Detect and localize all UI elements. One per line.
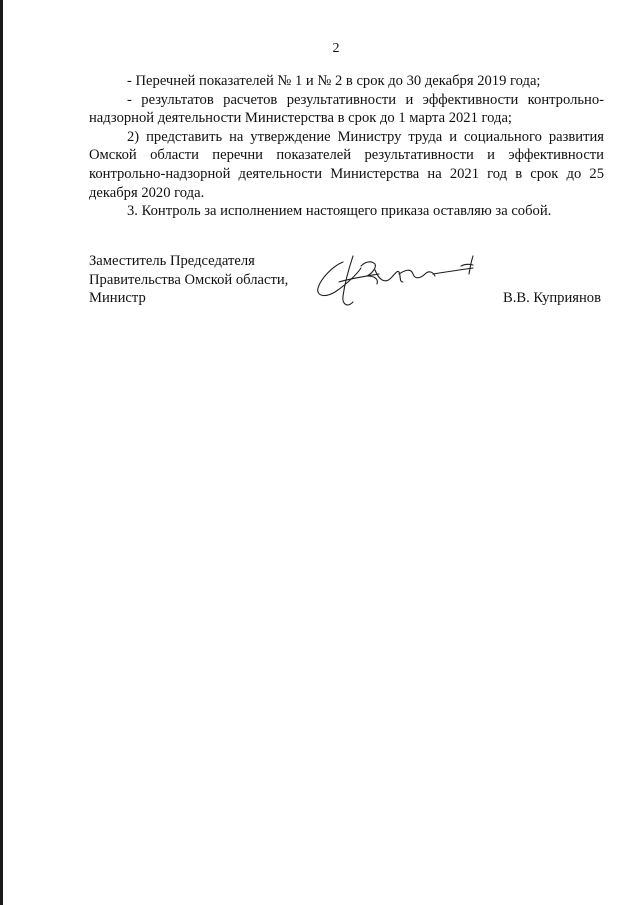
paragraph-list-item-2: - результатов расчетов результативности и эффективности контрольно-надзорной деятельности Министерства в срок до 1 марта 2021 года;: [89, 91, 604, 127]
handwritten-signature: [313, 252, 483, 312]
paragraph-item-3: 3. Контроль за исполнением настоящего приказа оставляю за собой.: [127, 203, 552, 220]
document-body: [89, 72, 604, 221]
scan-edge: [0, 0, 3, 905]
page-number: 2: [332, 41, 340, 56]
signatory-title-line-2: Правительства Омской области,: [89, 271, 289, 288]
signatory-title-line-3: Министр: [89, 290, 146, 307]
signatory-name: В.В. Куприянов: [503, 290, 601, 306]
signatory-title-line-1: Заместитель Председателя: [89, 253, 255, 269]
signatory-title: [89, 252, 288, 308]
paragraph-item-2: 2) представить на утверждение Министру труда и социального развития Омской области перечни показателей результативности и эффективности контрольно-надзорной деятельности Министерства на 2021 год в срок до 25 декабря 2020 года.: [89, 128, 604, 201]
paragraph-list-item-1: - Перечней показателей № 1 и № 2 в срок до 30 декабря 2019 года;: [127, 73, 541, 89]
